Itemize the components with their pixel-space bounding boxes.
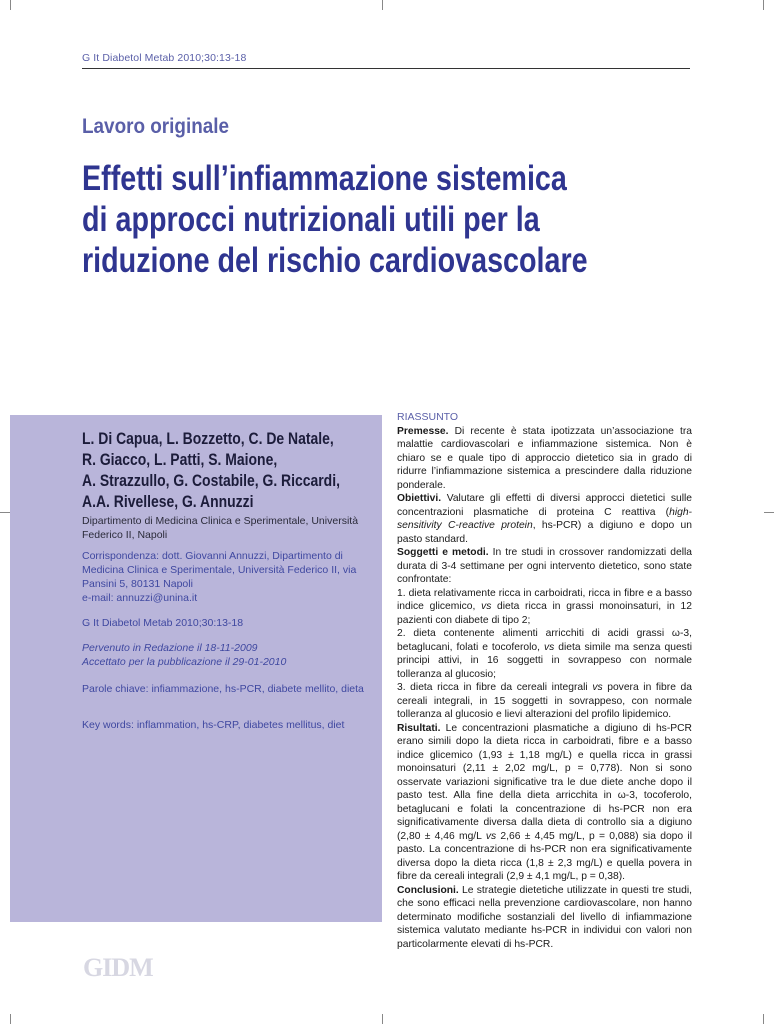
abstract-methods — [397, 546, 692, 587]
section-label: Lavoro originale — [82, 115, 230, 138]
methods-item-2 — [397, 627, 692, 681]
email-link[interactable]: e-mail: annuzzi@unina.it — [82, 592, 198, 604]
header-rule — [82, 68, 690, 69]
crop-mark — [763, 1014, 764, 1024]
author-list — [82, 428, 353, 512]
background-label: Premesse. — [397, 425, 449, 437]
item-text: 3. dieta ricca in fibre da cereali integrali — [397, 682, 593, 693]
results-label: Risultati. — [397, 722, 441, 734]
crop-mark — [764, 512, 774, 513]
crop-mark — [10, 0, 11, 10]
abstract-heading: RIASSUNTO — [397, 411, 459, 423]
crop-mark — [10, 1014, 11, 1024]
department: Dipartimento di Medicina Clinica e Sperimentale, Università Federico II, Napoli — [82, 515, 359, 541]
author-line: A.A. Rivellese, G. Annuzzi — [82, 492, 254, 511]
methods-label: Soggetti e metodi. — [397, 547, 489, 558]
running-header: G It Diabetol Metab 2010;30:13-18 — [82, 52, 247, 64]
results-text: 2,66 ± 4,45 mg/L, p = 0,088) sia dopo il pasto. La concentrazione di hs-PCR non era significativamente diversa dopo la dieta ricca (1,8 ± 2,3 mg/L) e quella povera in fibre da cereali integrali (2,9 ± 4,1 mg/L, p = 0,38). — [397, 830, 692, 882]
item-text: dieta ricca in grassi monoinsaturi, in 12 pazienti con diabete di tipo 2; — [397, 601, 692, 626]
item-vs: vs — [592, 682, 603, 693]
aims-text: Valutare gli effetti di diversi approcci dietetici sulle concentrazioni plasmatiche di proteina C reattiva ( — [397, 493, 692, 518]
article-title — [82, 158, 656, 281]
item-text: povera in fibre da cereali integrali, in 15 soggetti in sovrappeso, con normale tolleranza al glucosio e lievi alterazioni del profilo lipidemico. — [397, 682, 692, 720]
abstract-aims — [397, 492, 692, 546]
author-line: L. Di Capua, L. Bozzetto, C. De Natale, — [82, 429, 334, 448]
item-text: 1. dieta relativamente ricca in carboidrati, ricca in fibre e a basso indice glicemico, — [397, 587, 692, 612]
citation-reference: G It Diabetol Metab 2010;30:13-18 — [82, 617, 244, 629]
results-text: Le concentrazioni plasmatiche a digiuno di hs-PCR erano simili dopo la dieta ricca in carboidrati, fibre e a basso indice glicemico (1,93 ± 1,18 mg/L) e quella ricca in grassi monoinsaturi (2,11 ± 2,02 mg/L, p = 0,778). Non si sono osservate variazioni significative tra le due diete anche dopo il pasto test. Alla fine della dieta arricchita in ω-3, tocoferolo, betaglucani e folati la concentrazione di hs-PCR non era significativamente diversa dalla dieta di controllo sia a digiuno (2,80 ± 4,46 mg/L — [397, 722, 692, 842]
background-text: Di recente è stata ipotizzata un’associazione tra malattie cardiovascolari e infiammazione sistemica. Non è chiaro se e quale tipo di approccio dietetico sia in grado di ridurre l’infiammazione sistemica a prescindere dalla riduzione ponderale. — [397, 425, 692, 491]
item-text: dieta simile ma senza questi principi attivi, in 16 soggetti in sovrappeso con normale tolleranza al glucosio; — [397, 641, 692, 680]
crop-mark — [763, 0, 764, 10]
aims-label: Obiettivi. — [397, 493, 442, 504]
conclusions-label: Conclusioni. — [397, 884, 459, 896]
keywords-italian: Parole chiave: infiammazione, hs-PCR, diabete mellito, dieta — [82, 683, 364, 695]
crop-mark — [382, 0, 383, 10]
author-line: A. Strazzullo, G. Costabile, G. Riccardi, — [82, 471, 340, 490]
aims-italic: high-sensitivity C-reactive protein — [397, 506, 692, 531]
methods-text: In tre studi in crossover randomizzati della durata di 3-4 settimane per ogni intervento dietetico, sono state confrontate: — [397, 547, 693, 585]
submission-dates — [82, 641, 372, 669]
crop-mark — [0, 512, 10, 513]
received-date: Pervenuto in Redazione il 18-11-2009 — [82, 642, 258, 654]
methods-item-3 — [397, 681, 692, 722]
item-vs: vs — [481, 601, 492, 612]
methods-item-1 — [397, 587, 692, 628]
title-line: Effetti sull’infiammazione sistemica — [82, 159, 567, 198]
abstract-conclusions — [397, 884, 692, 952]
correspondence-address: Corrispondenza: dott. Giovanni Annuzzi, Dipartimento di Medicina Clinica e Sperimentale, Università Federico II, via Pansini 5, 80131 Napoli — [82, 550, 357, 590]
author-line: R. Giacco, L. Patti, S. Maione, — [82, 450, 278, 469]
title-line: riduzione del rischio cardiovascolare — [82, 241, 588, 280]
results-vs: vs — [485, 830, 497, 842]
item-text: 2. dieta contenente alimenti arricchiti di acidi grassi ω-3, betaglucani, folati e tocoferolo, — [397, 628, 692, 653]
title-line: di approcci nutrizionali utili per la — [82, 200, 540, 239]
accepted-date: Accettato per la pubblicazione il 29-01-2010 — [82, 656, 287, 668]
correspondence — [82, 549, 372, 605]
crop-mark — [382, 1014, 383, 1024]
journal-logo: GIDM — [83, 953, 153, 982]
aims-text: , hs-PCR) a digiuno e dopo un pasto standard. — [397, 520, 692, 545]
abstract-background — [397, 425, 692, 493]
item-vs: vs — [543, 641, 555, 653]
abstract-results — [397, 722, 692, 884]
keywords-english: Key words: inflammation, hs-CRP, diabetes mellitus, diet — [82, 719, 345, 731]
conclusions-text: Le strategie dietetiche utilizzate in questi tre studi, che sono efficaci nella prevenzione cardiovascolare, non hanno determinato modifiche sostanziali del livello di infiammazione sistemica valutato mediante hs-PCR in individui con valori non particolarmente elevati di hs-PCR. — [397, 884, 692, 950]
abstract — [397, 411, 692, 951]
